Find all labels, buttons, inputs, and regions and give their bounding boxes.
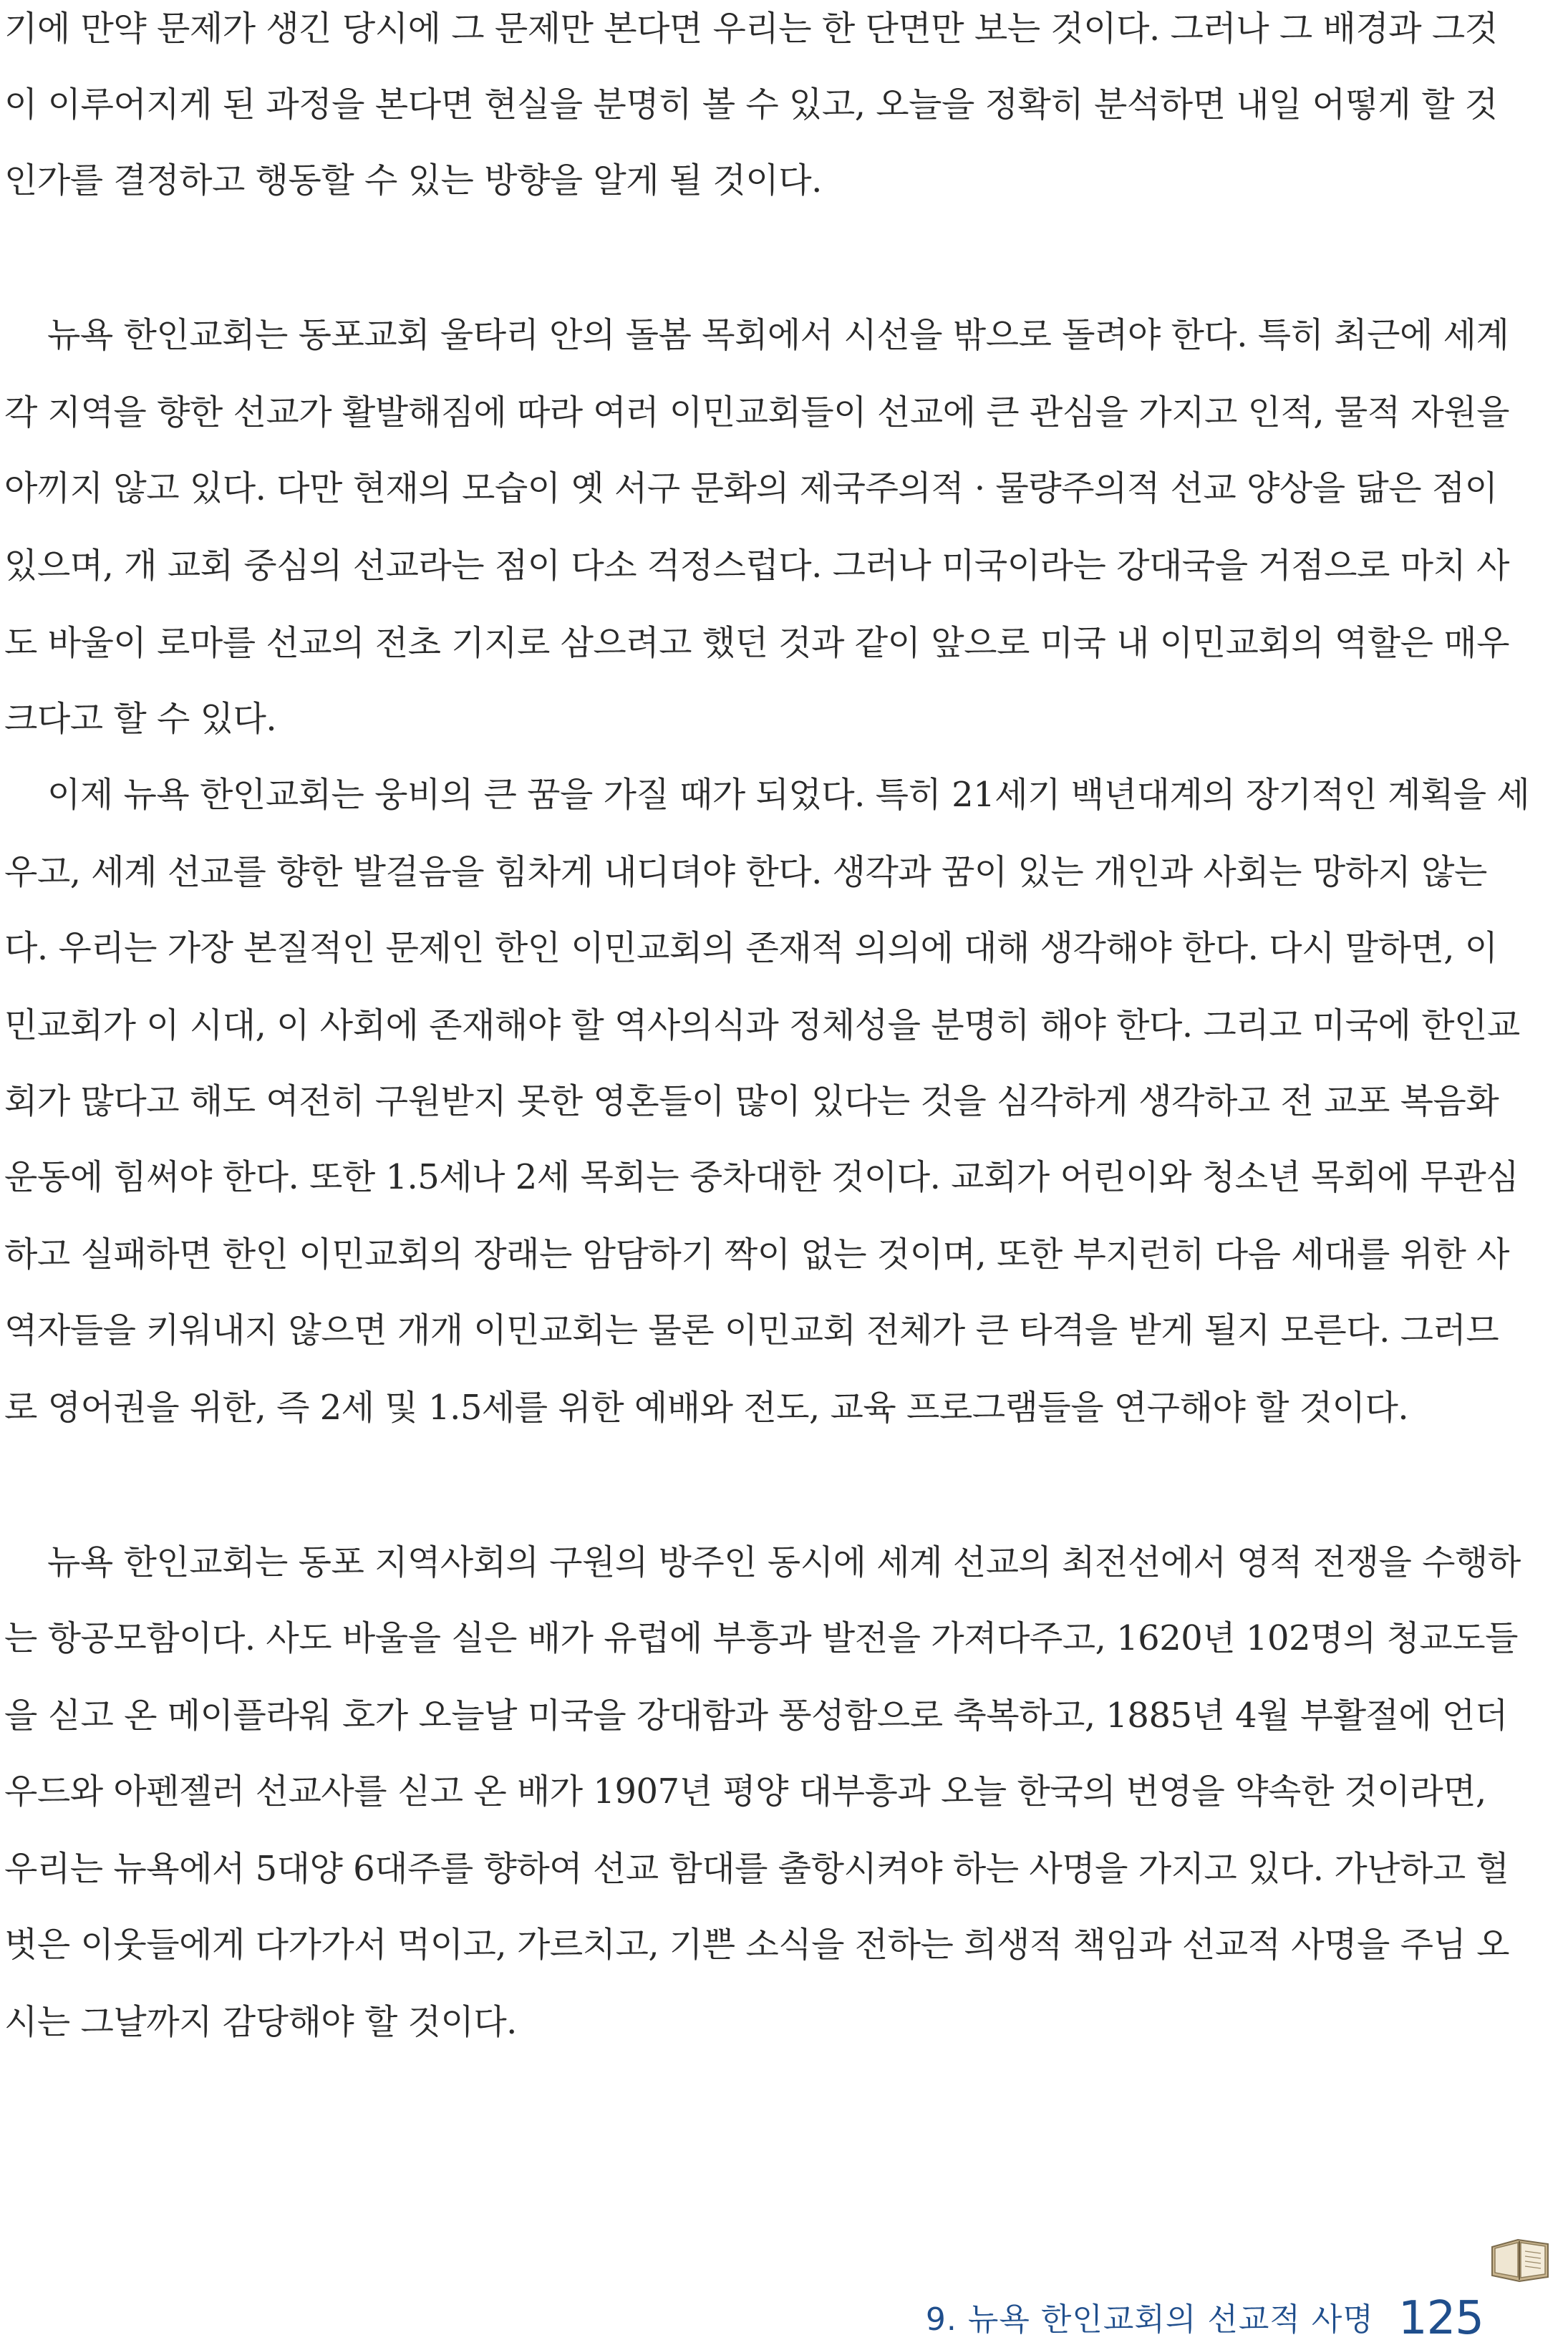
text-line: 이 이루어지게 된 과정을 본다면 현실을 분명히 볼 수 있고, 오늘을 정확히 분석하면 내일 어떻게 할 것 bbox=[4, 84, 1498, 125]
text-line: 민교회가 이 시대, 이 사회에 존재해야 할 역사의식과 정체성을 분명히 해야 한다. 그리고 미국에 한인교 bbox=[4, 1005, 1520, 1045]
text-line: 운동에 힘써야 한다. 또한 1.5세나 2세 목회는 중차대한 것이다. 교회가 어린이와 청소년 목회에 무관심 bbox=[4, 1157, 1519, 1197]
text-line: 뉴욕 한인교회는 동포교회 울타리 안의 돌봄 목회에서 시선을 밖으로 돌려야 한다. 특히 최근에 세계 bbox=[47, 315, 1509, 355]
text-line: 회가 많다고 해도 여전히 구원받지 못한 영혼들이 많이 있다는 것을 심각하게 생각하고 전 교포 복음화 bbox=[4, 1081, 1499, 1121]
text-line: 로 영어권을 위한, 즉 2세 및 1.5세를 위한 예배와 전도, 교육 프로그램들을 연구해야 할 것이다. bbox=[4, 1388, 1409, 1428]
text-line: 시는 그날까지 감당해야 할 것이다. bbox=[4, 2002, 517, 2042]
text-line: 우리는 뉴욕에서 5대양 6대주를 향하여 선교 함대를 출항시켜야 하는 사명을 가지고 있다. 가난하고 헐 bbox=[4, 1849, 1509, 1889]
text-line: 이제 뉴욕 한인교회는 웅비의 큰 꿈을 가질 때가 되었다. 특히 21세기 백년대계의 장기적인 계획을 세 bbox=[47, 775, 1530, 815]
text-line: 다. 우리는 가장 본질적인 문제인 한인 이민교회의 존재적 의의에 대해 생각해야 한다. 다시 말하면, 이 bbox=[4, 928, 1498, 968]
page-number: 125 bbox=[1398, 2292, 1484, 2345]
text-line: 우고, 세계 선교를 향한 발걸음을 힘차게 내디뎌야 한다. 생각과 꿈이 있는 개인과 사회는 망하지 않는 bbox=[4, 852, 1487, 892]
chapter-title: 9. 뉴욕 한인교회의 선교적 사명 bbox=[925, 2301, 1374, 2338]
text-line: 인가를 결정하고 행동할 수 있는 방향을 알게 될 것이다. bbox=[4, 160, 822, 200]
text-line: 벗은 이웃들에게 다가가서 먹이고, 가르치고, 기쁜 소식을 전하는 희생적 책임과 선교적 사명을 주님 오 bbox=[4, 1925, 1509, 1965]
text-line: 우드와 아펜젤러 선교사를 싣고 온 배가 1907년 평양 대부흥과 오늘 한국의 번영을 약속한 것이라면, bbox=[4, 1771, 1486, 1812]
book-icon bbox=[1489, 2234, 1551, 2284]
text-line: 각 지역을 향한 선교가 활발해짐에 따라 여러 이민교회들이 선교에 큰 관심을 가지고 인적, 물적 자원을 bbox=[4, 392, 1509, 432]
text-line: 역자들을 키워내지 않으면 개개 이민교회는 물론 이민교회 전체가 큰 타격을 받게 될지 모른다. 그러므 bbox=[4, 1310, 1499, 1350]
text-line: 는 항공모함이다. 사도 바울을 실은 배가 유럽에 부흥과 발전을 가져다주고, 1620년 102명의 청교도들 bbox=[4, 1618, 1519, 1658]
text-line: 기에 만약 문제가 생긴 당시에 그 문제만 본다면 우리는 한 단면만 보는 것이다. 그러나 그 배경과 그것 bbox=[4, 9, 1498, 49]
text-line: 아끼지 않고 있다. 다만 현재의 모습이 옛 서구 문화의 제국주의적 · 물량주의적 선교 양상을 닮은 점이 bbox=[4, 468, 1498, 508]
text-line: 도 바울이 로마를 선교의 전초 기지로 삼으려고 했던 것과 같이 앞으로 미국 내 이민교회의 역할은 매우 bbox=[4, 623, 1509, 663]
text-line: 하고 실패하면 한인 이민교회의 장래는 암담하기 짝이 없는 것이며, 또한 부지런히 다음 세대를 위한 사 bbox=[4, 1234, 1509, 1275]
text-line: 있으며, 개 교회 중심의 선교라는 점이 다소 걱정스럽다. 그러나 미국이라는 강대국을 거점으로 마치 사 bbox=[4, 546, 1509, 586]
text-line: 뉴욕 한인교회는 동포 지역사회의 구원의 방주인 동시에 세계 선교의 최전선에서 영적 전쟁을 수행하 bbox=[47, 1542, 1521, 1582]
text-line: 을 싣고 온 메이플라워 호가 오늘날 미국을 강대함과 풍성함으로 축복하고, 1885년 4월 부활절에 언더 bbox=[4, 1696, 1508, 1736]
text-line: 크다고 할 수 있다. bbox=[4, 699, 277, 739]
page-footer bbox=[926, 2286, 1484, 2343]
